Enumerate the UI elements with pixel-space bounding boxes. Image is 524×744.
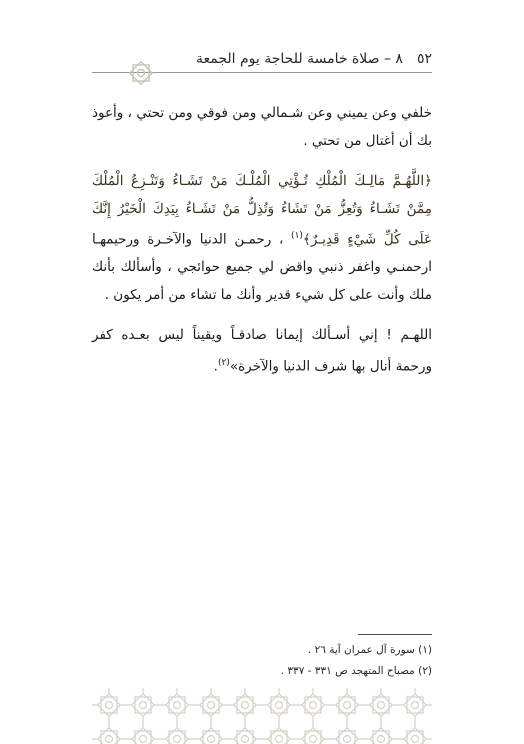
footnotes: [92, 640, 432, 682]
footnote: (١) سورة آل عمران آية ٢٦ .: [307, 644, 432, 656]
quran-verse: ﴿اللَّهُـمَّ مَالِـكَ الْمُلْكِ تُـؤْتِي الْمُلْـكَ مَنْ تَشَـاءُ وَتَنْـزِعُ الْمُلْكَ مِمَّنْ تَشَـاءُ وَتُعِزُّ مَنْ تَشَاءُ وَتُذِلُّ مَنْ تَشَـاءُ بِيَدِكَ الْخَيْرُ إِنَّكَ عَلَى كُلِّ شَيْءٍ قَدِيـرٌ﴾: [92, 173, 432, 248]
paragraph-text: ، رحمـن الدنيا والآخـرة ورحيمهـا ارحمنـي واغفر ذنبي واقض لي جميع حوائجي ، وأسألك بأنك ملك وأنت على كل شيء قدير وأنك ما تشاء من أمر يكون .: [92, 231, 432, 303]
footnote-marker: (٢): [217, 357, 230, 368]
geometric-pattern-icon: [92, 688, 432, 744]
footnote-marker: (١): [291, 231, 303, 241]
paragraph-end: .: [213, 358, 218, 374]
body-text: [92, 100, 432, 381]
footnote: (٢) مصباح المتهجد ص ٣٣١ - ٣٣٧ .: [280, 665, 432, 677]
footnote-rule: [358, 634, 432, 635]
star-ornament-icon: [128, 60, 154, 86]
paragraph: [92, 322, 432, 381]
paragraph: [92, 168, 432, 309]
chapter-title: ٨ – صلاة خامسة للحاجة يوم الجمعة: [196, 51, 403, 67]
page-number: ٥٢: [416, 51, 432, 67]
paragraph-text: اللهـم ! إني أسـألك إيمانا صادقـاً ويقيناً ليس بعـده كفر ورحمة أنال بها شرف الدنيا والآخرة»: [92, 327, 432, 374]
paragraph: خلفي وعن يميني وعن شـمالي ومن فوقي ومن تحتي ، وأعوذ بك أن أغتال من تحتي .: [92, 105, 432, 149]
